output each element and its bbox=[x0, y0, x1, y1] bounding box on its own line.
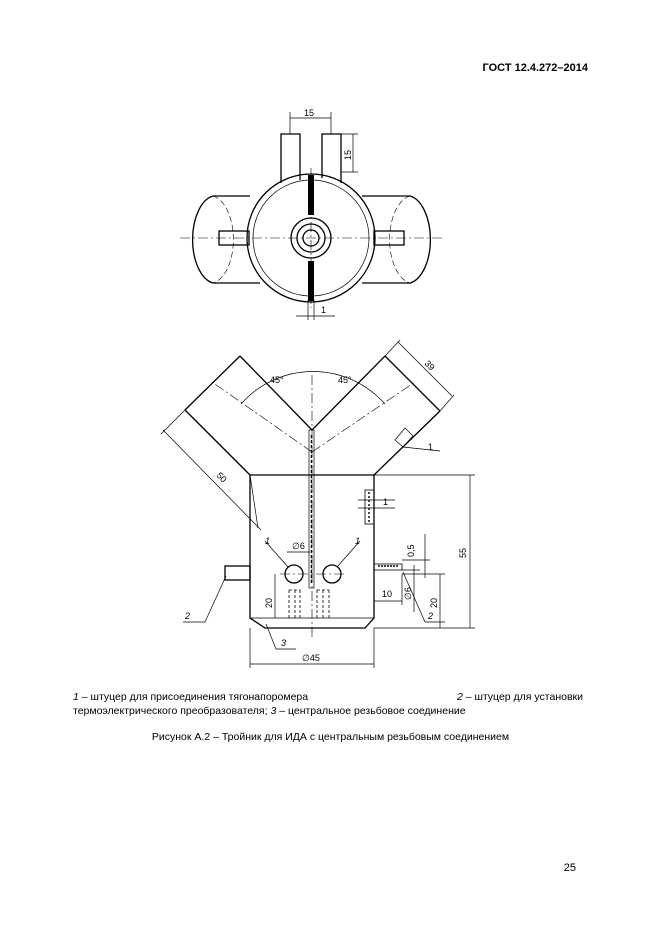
dim-d45: ∅45 bbox=[302, 653, 320, 663]
angle-right-45: 45° bbox=[338, 375, 352, 385]
dim-55: 55 bbox=[458, 547, 468, 558]
legend-num-3: 3 bbox=[270, 705, 277, 718]
dim-20-left: 20 bbox=[264, 597, 274, 608]
page-number: 25 bbox=[563, 862, 576, 874]
callout-1-top: 1 bbox=[428, 442, 434, 452]
dim-1-slot-right: 1 bbox=[383, 497, 389, 507]
legend-line-2 bbox=[73, 704, 583, 718]
callout-2-left: 2 bbox=[185, 611, 191, 621]
figure-caption: Рисунок А.2 – Тройник для ИДА с центральным резьбовым соединением bbox=[151, 731, 510, 743]
top-view bbox=[180, 108, 445, 320]
front-view bbox=[161, 340, 475, 668]
legend-line-1 bbox=[73, 690, 583, 704]
legend-text-1: – штуцер для присоединения тягонапоромера bbox=[81, 691, 309, 703]
legend-text-2a: – штуцер для установки bbox=[465, 691, 583, 703]
dim-1-slot-top: 1 bbox=[321, 305, 327, 315]
legend-num-2: 2 bbox=[456, 691, 463, 703]
legend-text-2b: термоэлектрического преобразователя; bbox=[73, 705, 268, 718]
dim-d6-side: ∅6 bbox=[403, 587, 413, 600]
dim-15-width: 15 bbox=[304, 108, 315, 118]
dim-10: 10 bbox=[382, 589, 393, 599]
legend-text-3: – центральное резьбовое соединение bbox=[279, 705, 466, 718]
dim-39: 39 bbox=[422, 358, 437, 373]
dim-20-right: 20 bbox=[429, 597, 439, 608]
dim-50: 50 bbox=[214, 470, 229, 485]
figure-legend bbox=[73, 690, 583, 718]
legend-num-1: 1 bbox=[73, 691, 79, 703]
angle-left-45: 45° bbox=[270, 375, 284, 385]
dim-0-5: 0,5 bbox=[406, 544, 416, 557]
dim-d6-hole: ∅6 bbox=[292, 541, 305, 551]
callout-1-right: 1 bbox=[355, 536, 361, 546]
dim-15-height: 15 bbox=[343, 149, 353, 160]
standard-header: ГОСТ 12.4.272–2014 bbox=[482, 62, 588, 74]
callout-2-right: 2 bbox=[428, 611, 434, 621]
callout-1-left: 1 bbox=[265, 536, 271, 546]
callout-3: 3 bbox=[281, 638, 287, 648]
